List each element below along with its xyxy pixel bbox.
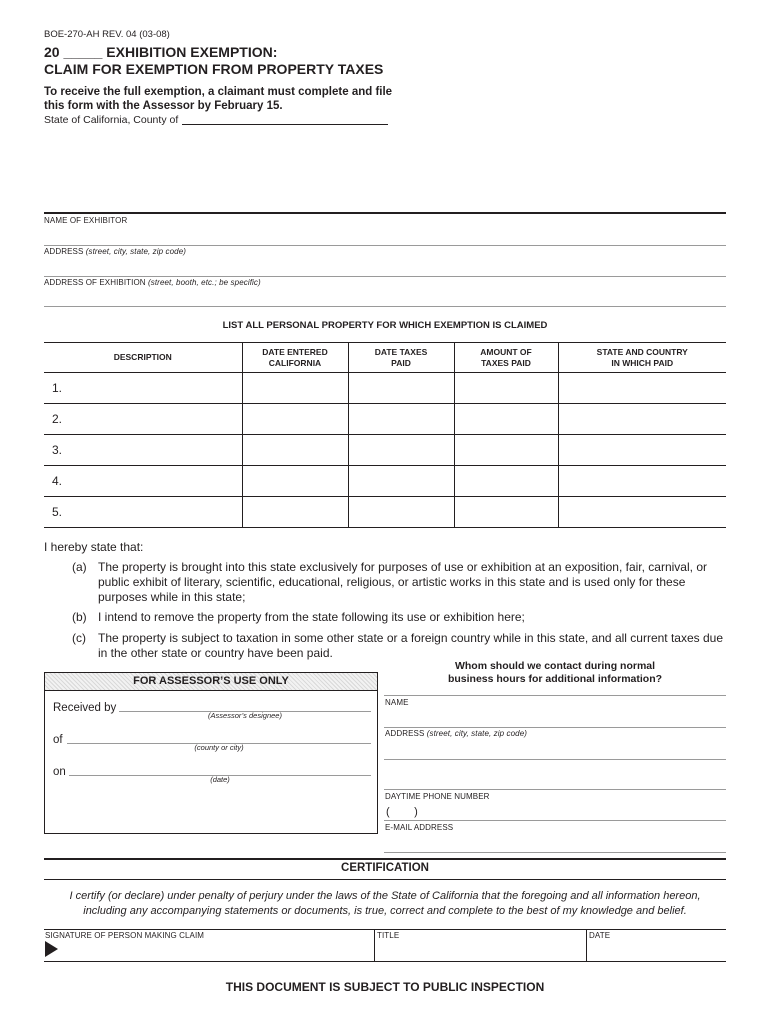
form-id: BOE-270-AH REV. 04 (03-08) <box>44 29 170 40</box>
public-inspection-notice: THIS DOCUMENT IS SUBJECT TO PUBLIC INSPECTION <box>225 980 545 994</box>
exhibition-address-field[interactable] <box>44 306 726 307</box>
address-hint: (street, city, state, zip code) <box>85 247 187 256</box>
table-cell[interactable] <box>348 373 454 404</box>
address-field[interactable] <box>44 276 726 277</box>
table-row <box>44 435 726 466</box>
instruction-line1: To receive the full exemption, a claimant must complete and file <box>44 86 393 98</box>
table-cell[interactable] <box>348 466 454 497</box>
phone-area-code[interactable]: ( ) <box>386 806 418 818</box>
signature-divider <box>374 929 375 961</box>
date-label: DATE <box>589 931 611 940</box>
statement-intro: I hereby state that: <box>44 540 144 554</box>
row-number[interactable]: 4. <box>44 466 242 497</box>
contact-email-label: E-MAIL ADDRESS <box>385 823 454 832</box>
county-input-line[interactable] <box>182 124 388 125</box>
table-cell[interactable] <box>242 497 348 528</box>
exhibition-address-label: ADDRESS OF EXHIBITION (street, booth, etc.; be specific) <box>44 278 261 287</box>
table-row <box>44 466 726 497</box>
received-by-hint: (Assessor’s designee) <box>208 711 282 720</box>
table-cell[interactable] <box>242 435 348 466</box>
header-amount-taxes-paid: AMOUNT OF TAXES PAID <box>454 343 558 373</box>
header-description: DESCRIPTION <box>44 343 242 373</box>
statement-a-label: (a) <box>72 560 87 574</box>
sign-here-arrow-icon <box>45 941 58 957</box>
signature-rule-bottom <box>44 961 726 962</box>
table-row <box>44 373 726 404</box>
statement-a <box>72 560 727 606</box>
contact-phone-label: DAYTIME PHONE NUMBER <box>385 792 490 801</box>
assessor-box-title: FOR ASSESSOR’S USE ONLY <box>45 673 377 691</box>
table-cell[interactable] <box>242 404 348 435</box>
certification-text-line2: including any accompanying statements or documents, is true, correct and complete to the best of my knowledge and belief. <box>83 905 687 917</box>
signature-label: SIGNATURE OF PERSON MAKING CLAIM <box>45 931 205 940</box>
contact-address-hint: (street, city, state, zip code) <box>426 729 528 738</box>
table-cell[interactable] <box>558 435 726 466</box>
received-by-label: Received by <box>53 702 117 714</box>
contact-rule-top <box>384 695 726 696</box>
statement-b-text: I intend to remove the property from the state following its use or exhibition here; <box>98 610 525 624</box>
title-field[interactable] <box>376 940 584 960</box>
property-table-header <box>44 343 726 373</box>
table-row <box>44 497 726 528</box>
date-field[interactable] <box>588 940 724 960</box>
table-cell[interactable] <box>348 435 454 466</box>
statement-c-text: The property is subject to taxation in some other state or a foreign country while in this state, and all current taxes due in the other state or country have been paid. <box>98 631 723 660</box>
section-rule <box>44 212 726 214</box>
contact-address-field[interactable] <box>384 759 726 760</box>
table-cell[interactable] <box>558 373 726 404</box>
contact-phone-field[interactable] <box>384 820 726 821</box>
on-hint: (date) <box>210 775 230 784</box>
table-cell[interactable] <box>558 404 726 435</box>
row-number[interactable]: 2. <box>44 404 242 435</box>
certification-rule-bottom <box>44 879 726 880</box>
header-state-country: STATE AND COUNTRY IN WHICH PAID <box>558 343 726 373</box>
address-label: ADDRESS (street, city, state, zip code) <box>44 247 187 256</box>
county-label: State of California, County of <box>44 114 179 126</box>
table-row <box>44 404 726 435</box>
of-label: of <box>53 734 63 746</box>
certification-title: CERTIFICATION <box>341 862 429 874</box>
name-of-exhibitor-label: NAME OF EXHIBITOR <box>44 216 128 225</box>
table-cell[interactable] <box>348 497 454 528</box>
table-cell[interactable] <box>454 497 558 528</box>
statement-b-label: (b) <box>72 610 87 624</box>
table-cell[interactable] <box>242 466 348 497</box>
property-table <box>44 342 726 528</box>
contact-heading-line1: Whom should we contact during normal <box>454 660 656 672</box>
statement-c-label: (c) <box>72 631 86 645</box>
title-label: TITLE <box>377 931 400 940</box>
certification-text-line1: I certify (or declare) under penalty of perjury under the laws of the State of California that the foregoing and all information hereon, <box>69 890 701 902</box>
contact-email-field[interactable] <box>384 852 726 853</box>
exhibition-hint: (street, booth, etc.; be specific) <box>148 278 261 287</box>
contact-name-label: NAME <box>385 698 409 707</box>
row-number[interactable]: 5. <box>44 497 242 528</box>
header-date-entered: DATE ENTERED CALIFORNIA <box>242 343 348 373</box>
title-divider <box>586 929 587 961</box>
row-number[interactable]: 1. <box>44 373 242 404</box>
signature-rule-top <box>44 929 726 930</box>
header-date-taxes-paid: DATE TAXES PAID <box>348 343 454 373</box>
certification-rule-top <box>44 858 726 860</box>
table-cell[interactable] <box>454 466 558 497</box>
table-cell[interactable] <box>348 404 454 435</box>
form-title-line1: 20 _____ EXHIBITION EXEMPTION: <box>44 44 278 60</box>
certification-text <box>44 889 726 919</box>
contact-heading-line2: business hours for additional information? <box>447 673 663 685</box>
form-title-line2: CLAIM FOR EXEMPTION FROM PROPERTY TAXES <box>44 61 384 77</box>
name-of-exhibitor-field[interactable] <box>44 245 726 246</box>
row-number[interactable]: 3. <box>44 435 242 466</box>
table-cell[interactable] <box>558 497 726 528</box>
statement-c <box>72 631 727 662</box>
table-cell[interactable] <box>454 373 558 404</box>
contact-address-field-2[interactable] <box>384 789 726 790</box>
statement-a-text: The property is brought into this state exclusively for purposes of use or exhibition at an exposition, fair, carnival, or public exhibit of literary, scientific, educational, religious, or artistic works in this state and is used only for these purposes while in this state; <box>98 560 707 604</box>
on-label: on <box>53 766 66 778</box>
contact-address-label: ADDRESS (street, city, state, zip code) <box>385 729 528 738</box>
of-hint: (county or city) <box>194 743 244 752</box>
table-cell[interactable] <box>558 466 726 497</box>
table-cell[interactable] <box>454 404 558 435</box>
signature-field[interactable] <box>62 940 372 960</box>
contact-name-field[interactable] <box>384 727 726 728</box>
assessor-use-box <box>44 672 378 834</box>
contact-heading <box>384 660 726 686</box>
table-cell[interactable] <box>454 435 558 466</box>
statement-b <box>72 610 727 626</box>
instruction-line2: this form with the Assessor by February 15. <box>44 100 283 112</box>
property-section-title: LIST ALL PERSONAL PROPERTY FOR WHICH EXEMPTION IS CLAIMED <box>222 320 548 331</box>
table-cell[interactable] <box>242 373 348 404</box>
